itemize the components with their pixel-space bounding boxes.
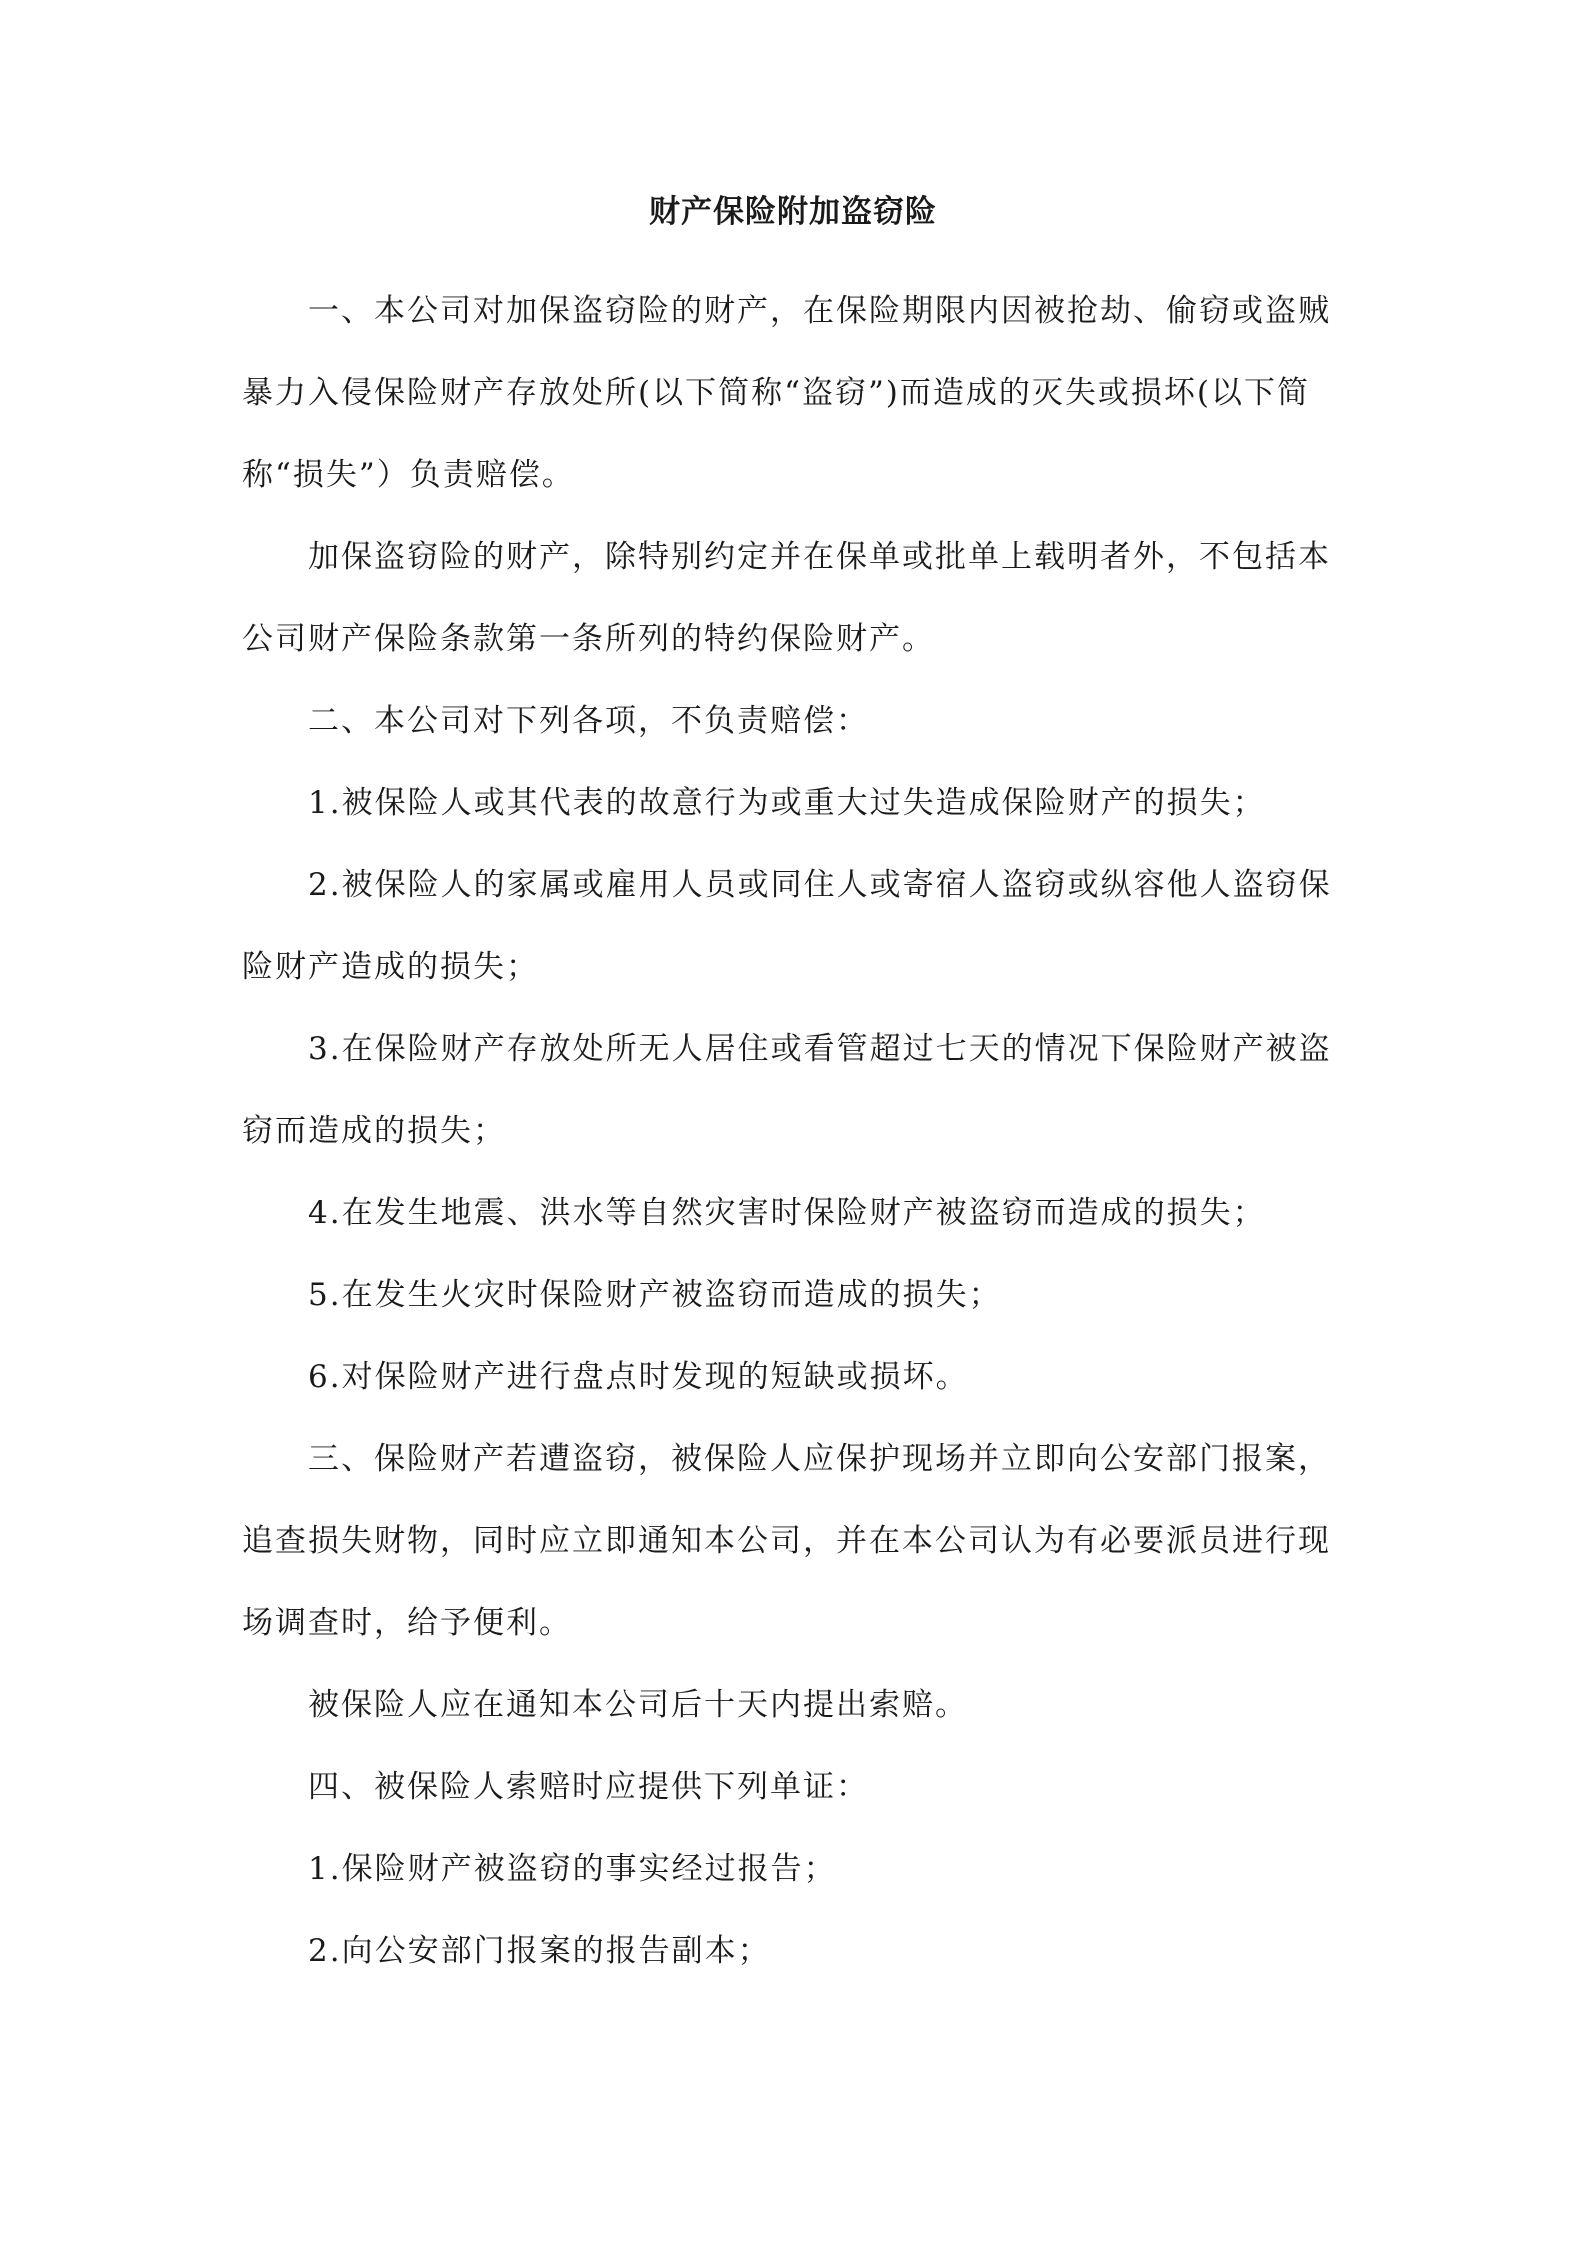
paragraph-clause-2: 二、本公司对下列各项，不负责赔偿： (308, 703, 869, 739)
paragraph-clause-3: 三、保险财产若遭盗窃，被保险人应保护现场并立即向公安部门报案，追查损失财物，同时应立即通知本公司，并在本公司认为有必要派员进行现场调查时，给予便利。 (242, 1441, 1331, 1641)
paragraph-clause-1-note: 加保盗窃险的财产，除特别约定并在保单或批单上载明者外，不包括本公司财产保险条款第一条所列的特约保险财产。 (242, 539, 1331, 657)
document-body (242, 270, 1362, 1992)
list-item-exclusion-6: 6.对保险财产进行盘点时发现的短缺或损坏。 (308, 1359, 969, 1395)
list-item-exclusion-1: 1.被保险人或其代表的故意行为或重大过失造成保险财产的损失； (308, 785, 1266, 821)
document-title: 财产保险附加盗窃险 (649, 194, 937, 230)
list-item-document-2: 2.向公安部门报案的报告副本； (308, 1933, 771, 1969)
list-item-exclusion-2: 2.被保险人的家属或雇用人员或同住人或寄宿人盗窃或纵容他人盗窃保险财产造成的损失； (242, 867, 1332, 985)
list-item-exclusion-3: 3.在保险财产存放处所无人居住或看管超过七天的情况下保险财产被盗窃而造成的损失； (242, 1031, 1332, 1149)
paragraph-clause-3-note: 被保险人应在通知本公司后十天内提出索赔。 (308, 1687, 968, 1723)
paragraph-clause-1: 一、本公司对加保盗窃险的财产，在保险期限内因被抢劫、偷窃或盗贼暴力入侵保险财产存放处所(以下简称“盗窃”)而造成的灭失或损坏(以下简称“损失”）负责赔偿。 (242, 293, 1331, 493)
list-item-exclusion-4: 4.在发生地震、洪水等自然灾害时保险财产被盗窃而造成的损失； (308, 1195, 1266, 1231)
paragraph-clause-4: 四、被保险人索赔时应提供下列单证： (308, 1769, 869, 1805)
list-item-exclusion-5: 5.在发生火灾时保险财产被盗窃而造成的损失； (308, 1277, 1002, 1313)
list-item-document-1: 1.保险财产被盗窃的事实经过报告； (308, 1851, 837, 1887)
